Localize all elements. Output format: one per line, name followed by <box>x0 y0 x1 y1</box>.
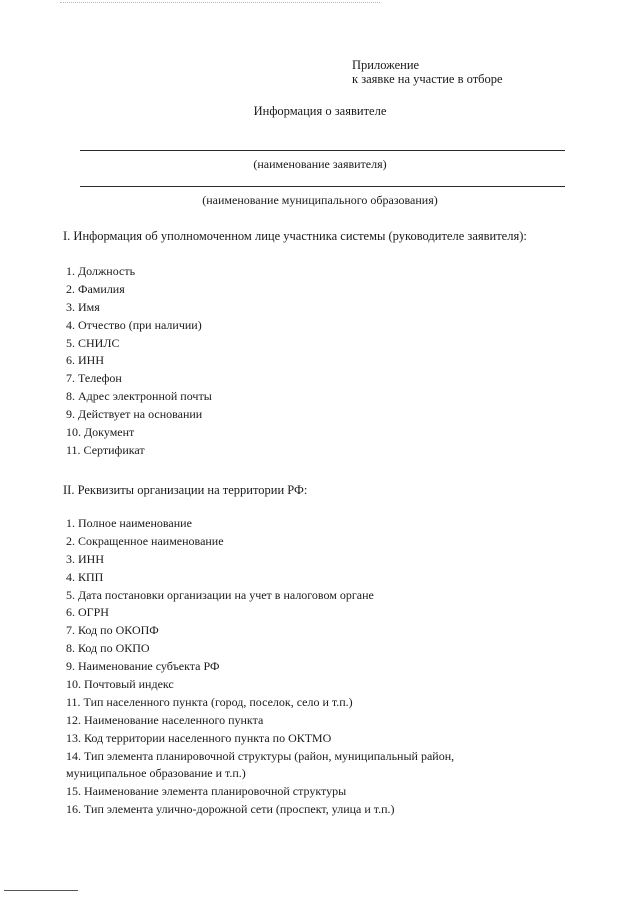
list-item: 9. Действует на основании <box>66 407 203 422</box>
list-item: 2. Сокращенное наименование <box>66 533 224 548</box>
list-item: 3. ИНН <box>66 551 104 566</box>
list-item: 7. Код по ОКОПФ <box>66 623 159 638</box>
section-2-list <box>66 515 496 819</box>
list-item: 4. Отчество (при наличии) <box>66 317 202 332</box>
list-item: 6. ОГРН <box>66 605 109 620</box>
list-item: 11. Тип населенного пункта (город, поселок, село и т.п.) <box>66 694 353 709</box>
list-item: 15. Наименование элемента планировочной структуры <box>66 784 347 799</box>
scan-artifact-bottom <box>4 890 78 891</box>
list-item: 8. Код по ОКПО <box>66 641 150 656</box>
section-1-list <box>66 263 212 460</box>
list-item: 1. Должность <box>66 264 136 278</box>
list-item: 13. Код территории населенного пункта по ОКТМО <box>66 730 332 745</box>
list-item: 10. Почтовый индекс <box>66 677 174 692</box>
list-item: 6. ИНН <box>66 353 104 368</box>
municipality-name-line <box>80 186 565 187</box>
list-item: 7. Телефон <box>66 371 122 386</box>
list-item: 3. Имя <box>66 299 100 314</box>
list-item: 11. Сертификат <box>66 442 145 457</box>
list-item: 1. Полное наименование <box>66 516 192 530</box>
appendix-line-2: к заявке на участие в отборе <box>352 72 503 86</box>
appendix-note <box>352 58 503 86</box>
list-item: 9. Наименование субъекта РФ <box>66 659 220 674</box>
page-title: Информация о заявителе <box>253 104 387 118</box>
list-item: 8. Адрес электронной почты <box>66 389 212 404</box>
section-1-title: I. Информация об уполномоченном лице участника системы (руководителе заявителя): <box>63 229 527 243</box>
list-item: 16. Тип элемента улично-дорожной сети (проспект, улица и т.п.) <box>66 802 395 817</box>
list-item: 4. КПП <box>66 569 104 584</box>
list-item: 5. Дата постановки организации на учет в налоговом органе <box>66 587 374 602</box>
scan-artifact-top <box>60 2 380 6</box>
list-item: 2. Фамилия <box>66 281 125 296</box>
municipality-name-caption: (наименование муниципального образования) <box>202 193 438 207</box>
list-item: 10. Документ <box>66 425 135 440</box>
applicant-name-line <box>80 150 565 151</box>
list-item: 5. СНИЛС <box>66 335 120 350</box>
applicant-name-caption: (наименование заявителя) <box>253 157 387 171</box>
list-item: 12. Наименование населенного пункта <box>66 712 264 727</box>
appendix-line-1: Приложение <box>352 58 420 72</box>
section-2-title: II. Реквизиты организации на территории РФ: <box>63 483 308 497</box>
list-item: 14. Тип элемента планировочной структуры (район, муниципальный район, муниципальное образование и т.п.) <box>66 748 455 781</box>
